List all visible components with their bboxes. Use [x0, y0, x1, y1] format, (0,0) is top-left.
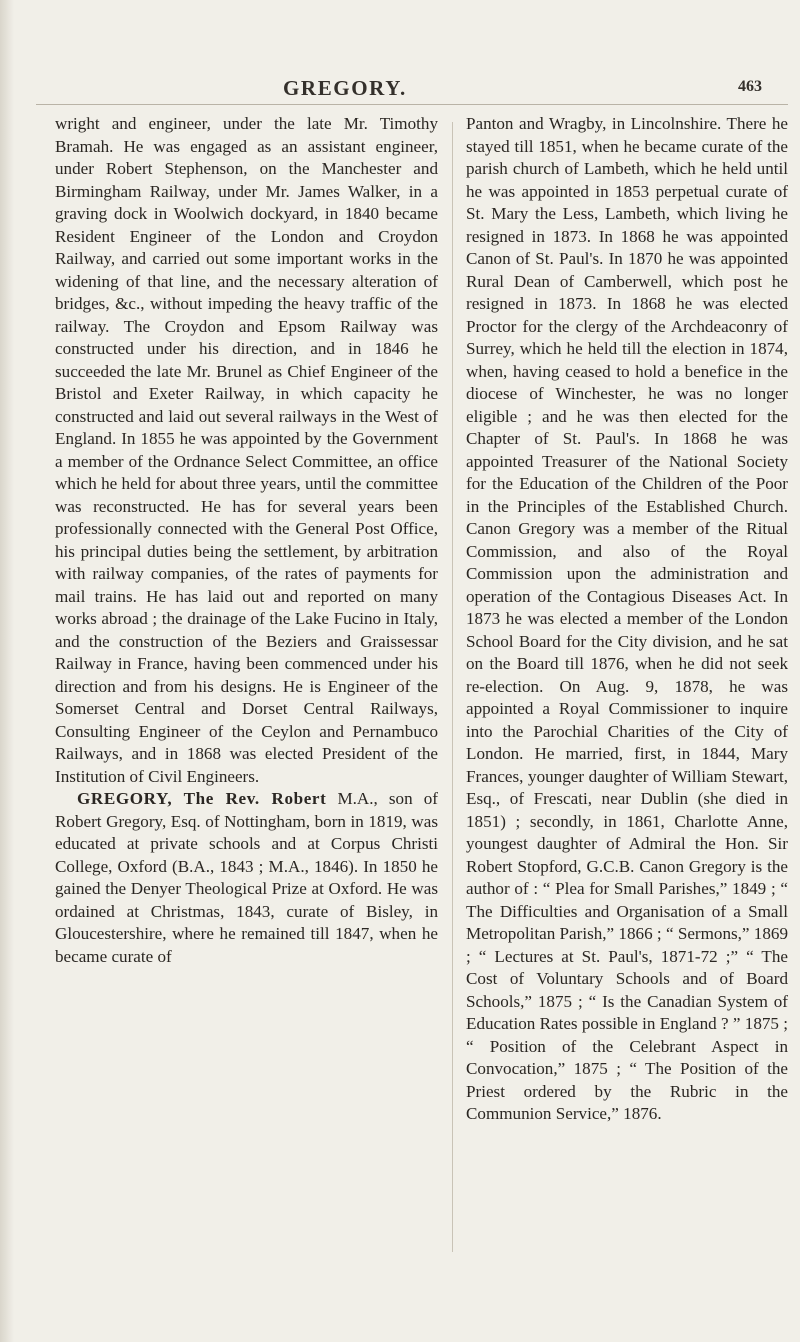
header-rule — [36, 104, 788, 105]
dictionary-entry-gregory — [55, 788, 438, 968]
running-head: GREGORY. — [283, 76, 407, 100]
right-column-text: Panton and Wragby, in Lincolnshire. There he stayed till 1851, when he became curate of the parish church of Lambeth, which he held until he was appointed in 1853 perpetual curate of St. Mary the Less, Lambeth, which living he resigned in 1873. In 1868 he was appointed Canon of St. Paul's. In 1870 he was appointed Rural Dean of Camberwell, which post he resigned in 1873. In 1868 he was elected Proctor for the clergy of the Archdeaconry of Surrey, which he held till the election in 1874, when, having ceased to hold a benefice in the diocese of Winchester, he was no longer eligible ; and he was then elected for the Chapter of St. Paul's. In 1868 he was appointed Treasurer of the National Society for the Education of the Children of the Poor in the Principles of the Established Church. Canon Gregory was a member of the Ritual Commission, and also of the Royal Commission upon the administration and operation of the Contagious Diseases Act. In 1873 he was elected a member of the London School Board for the City division, and he sat on the Board till 1876, when he did not seek re-election. On Aug. 9, 1878, he was appointed a Royal Commissioner to inquire into the Parochial Charities of the City of London. He married, first, in 1844, Mary Frances, younger daughter of William Stewart, Esq., of Frescati, near Dublin (she died in 1851) ; secondly, in 1861, Charlotte Anne, youngest daughter of Admiral the Hon. Sir Robert Stopford, G.C.B. Canon Gregory is the author of : “ Plea for Small Parishes,” 1849 ; “ The Difficulties and Organisation of a Small Metropolitan Parish,” 1866 ; “ Sermons,” 1869 ; “ Lectures at St. Paul's, 1871-72 ;” “ The Cost of Voluntary Schools and of Board Schools,” 1875 ; “ Is the Canadian System of Education Rates possible in England ? ” 1875 ; “ Position of the Celebrant Aspect in Convocation,” 1875 ; “ The Position of the Priest ordered by the Rubric in the Communion Service,” 1876. — [466, 114, 788, 1123]
entry-text: M.A., son of Robert Gregory, Esq. of Nottingham, born in 1819, was educated at private schools and at Corpus Christi College, Oxford (B.A., 1843 ; M.A., 1846). In 1850 he gained the Denyer Theological Prize at Oxford. He was ordained at Christmas, 1843, curate of Bisley, in Gloucestershire, where he remained till 1847, when he became curate of — [55, 789, 438, 966]
page-number: 463 — [738, 78, 762, 95]
column-divider — [452, 122, 453, 1252]
scan-edge-shadow — [0, 0, 14, 1342]
continued-entry-text: wright and engineer, under the late Mr. Timothy Bramah. He was engaged as an assistant engineer, under Robert Stephenson, on the Manchester and Birmingham Railway, under Mr. James Walker, in a graving dock in Woolwich dockyard, in 1840 became Resident Engineer of the London and Croydon Railway, and carried out some important works in the widening of that line, and the necessary alteration of bridges, &c., without impeding the heavy traffic of the railway. The Croydon and Epsom Railway was constructed under his direction, and in 1846 he succeeded the late Mr. Brunel as Chief Engineer of the Bristol and Exeter Railway, in which capacity he constructed and laid out several railways in the West of England. In 1855 he was appointed by the Government a member of the Ordnance Select Committee, an office which he held for about three years, until the committee was reconstructed. He has for several years been professionally connected with the General Post Office, his principal duties being the settlement, by arbitration with railway companies, of the rates of payments for mail trains. He has laid out and reported on many works abroad ; the drainage of the Lake Fucino in Italy, and the construction of the Beziers and Graissessar Railway in France, having been commenced under his direction and from his designs. He is Engineer of the Somerset Central and Dorset Central Railways, Consulting Engineer of the Ceylon and Pernambuco Railways, and in 1868 was elected President of the Institution of Civil Engineers. — [55, 114, 438, 786]
left-column — [55, 113, 438, 968]
entry-headword: GREGORY, The Rev. Robert — [77, 789, 327, 808]
right-column — [466, 113, 788, 1126]
